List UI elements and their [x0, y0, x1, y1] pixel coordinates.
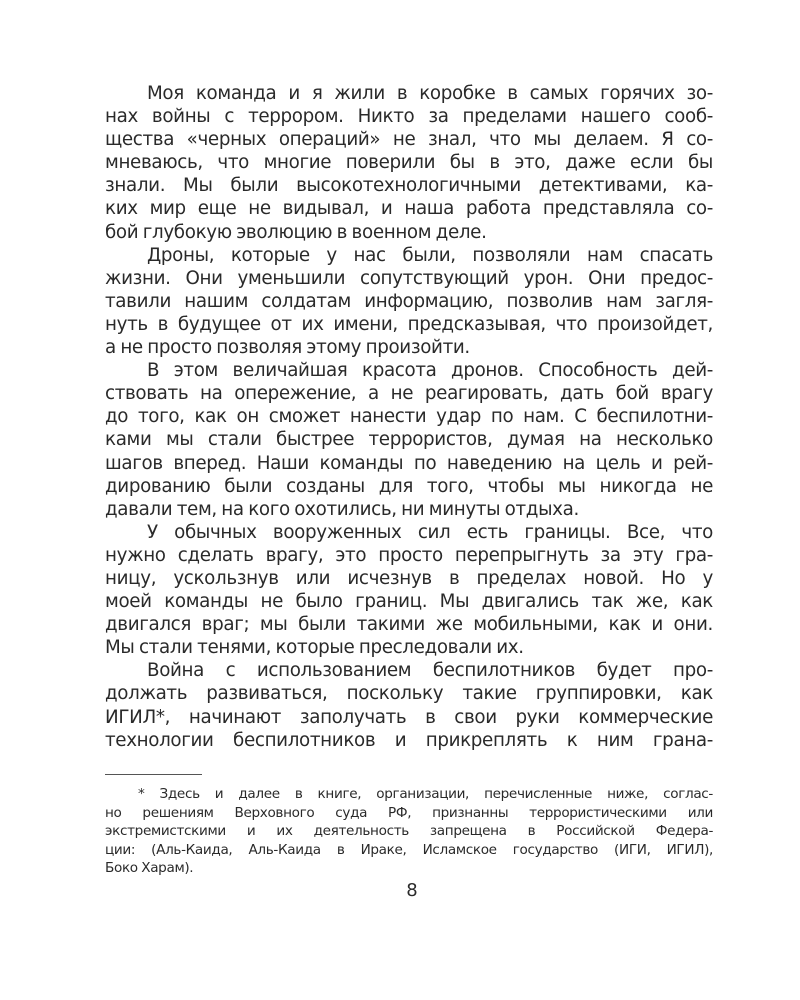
text-line: знали. Мы были высокотехнологичными детективами, ка- — [105, 175, 713, 197]
text-line: Война с использованием беспилотников будет про- — [147, 660, 713, 682]
text-line: ницу, ускользнув или исчезнув в пределах новой. Но у — [105, 567, 713, 589]
text-line: ких мир еще не видывал, и наша работа представляла со- — [105, 198, 713, 220]
text-line: мневаюсь, что многие поверили бы в это, даже если бы — [105, 152, 713, 174]
text-line: Моя команда и я жили в коробке в самых горячих зо- — [147, 83, 713, 104]
text-line: моей команды не было границ. Мы двигались так же, как — [105, 591, 713, 613]
footnote-line: экстремистскими и их деятельность запрещена в Российской Федера- — [105, 823, 713, 840]
paragraph — [105, 244, 713, 359]
text-line: должать развиваться, поскольку такие группировки, как — [105, 683, 713, 705]
page-number: 8 — [406, 880, 418, 901]
text-line: нах войны с террором. Никто за пределами нашего сооб- — [105, 106, 713, 128]
footnote-line: но решениям Верховного суда РФ, признанны террористическими или — [105, 804, 713, 821]
footnote-line: Боко Харам). — [105, 860, 194, 877]
text-line: У обычных вооруженных сил есть границы. Все, что — [147, 521, 713, 543]
body-text — [105, 82, 713, 752]
text-line: Дроны, которые у нас были, позволяли нам спасать — [147, 244, 713, 266]
text-line: Мы стали тенями, которые преследовали их. — [105, 637, 524, 659]
text-line: бой глубокую эволюцию в военном деле. — [105, 221, 487, 243]
text-line: а не просто позволяя этому произойти. — [105, 337, 470, 359]
footnote-line: ции: (Аль-Каида, Аль-Каида в Ираке, Исламское государство (ИГИ, ИГИЛ), — [105, 841, 713, 858]
paragraph — [105, 359, 713, 521]
text-line: щества «черных операций» не знал, что мы делаем. Я со- — [105, 129, 713, 151]
text-line: двигался враг; мы были такими же мобильными, как и они. — [105, 614, 713, 636]
paragraph — [105, 659, 713, 751]
footnote-divider — [105, 774, 202, 775]
text-line: дированию были созданы для того, чтобы мы никогда не — [105, 475, 713, 497]
text-line: жизни. Они уменьшили сопутствующий урон. Они предос- — [105, 267, 713, 289]
text-line: В этом величайшая красота дронов. Способность дей- — [147, 360, 713, 382]
text-line: нуть в будущее от их имени, предсказывая, что произойдет, — [105, 313, 713, 335]
paragraph — [105, 82, 713, 244]
text-line: тавили нашим солдатам информацию, позволив нам загля- — [105, 290, 713, 312]
text-line: технологии беспилотников и прикреплять к ним грана- — [105, 729, 713, 751]
text-line: нужно сделать врагу, это просто перепрыгнуть за эту гра- — [105, 544, 713, 566]
footnote — [105, 785, 713, 878]
text-line: давали тем, на кого охотились, ни минуты отдыха. — [105, 498, 579, 520]
text-line: шагов вперед. Наши команды по наведению на цель и рей- — [105, 452, 713, 474]
text-line: ками мы стали быстрее террористов, думая на несколько — [105, 429, 713, 451]
text-line: ИГИЛ*, начинают заполучать в свои руки коммерческие — [105, 706, 713, 728]
text-line: до того, как он сможет нанести удар по нам. С беспилотни- — [105, 406, 713, 428]
footnote-line: * Здесь и далее в книге, организации, перечисленные ниже, соглас- — [138, 786, 713, 802]
paragraph — [105, 521, 713, 660]
text-line: ствовать на опережение, а не реагировать, дать бой врагу — [105, 383, 713, 405]
